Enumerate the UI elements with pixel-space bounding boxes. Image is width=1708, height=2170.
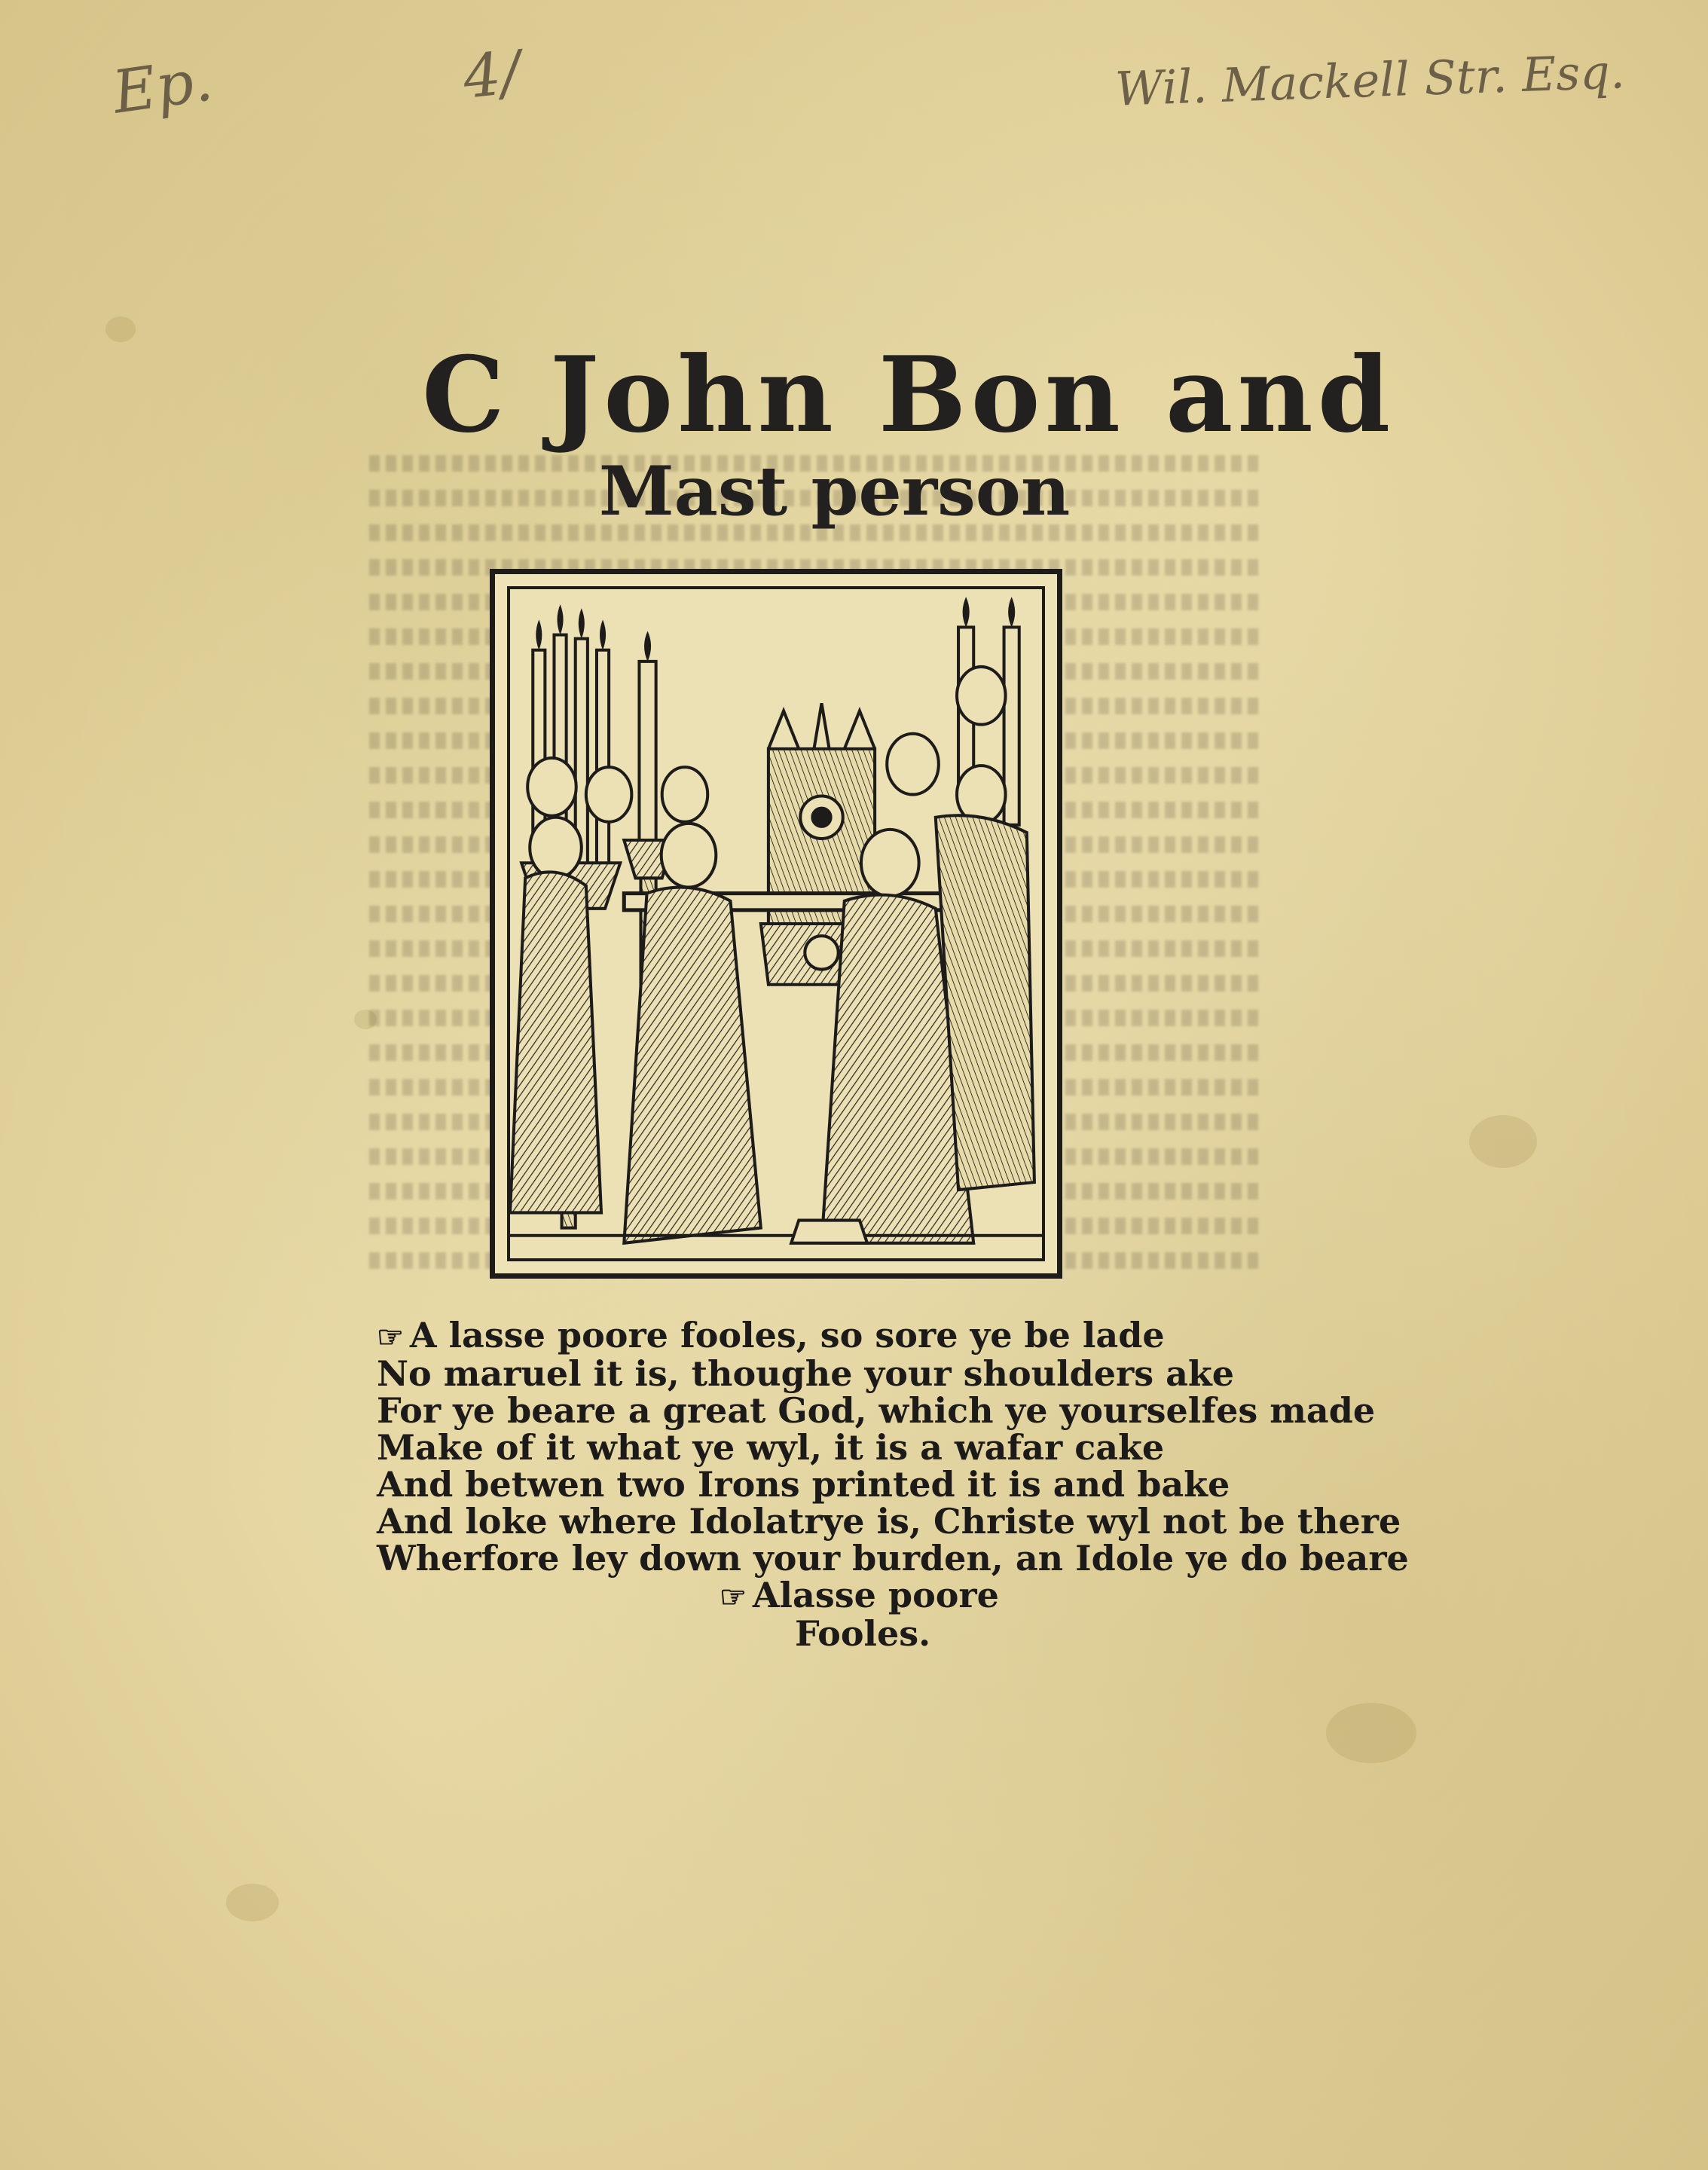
pilcrow-mark: C — [422, 333, 509, 456]
verse-line: And betwen two Irons printed it is and bake — [377, 1464, 1230, 1505]
verse-line: No maruel it is, thoughe your shoulders ake — [377, 1353, 1235, 1394]
verse-line: Make of it what ye wyl, it is a wafar cake — [377, 1427, 1165, 1468]
pointing-hand-icon: ☞ — [720, 1579, 747, 1615]
procession-woodcut — [510, 589, 1042, 1258]
paper-stain — [105, 316, 136, 342]
verse-block — [377, 1315, 1409, 1654]
title-line-2: Mast person — [599, 451, 1071, 531]
paper-stain — [1469, 1115, 1537, 1168]
verse-line: Wherfore ley down your burden, an Idole ye do beare — [377, 1538, 1409, 1579]
paper-stain — [226, 1884, 279, 1921]
verse-line: And loke where Idolatrye is, Christe wyl not be there — [377, 1501, 1401, 1542]
manuscript-number: 4/ — [460, 38, 524, 112]
manuscript-shelfmark: Ep. — [108, 46, 217, 127]
verse-line: For ye beare a great God, which ye yourselfes made — [377, 1390, 1376, 1431]
title-text: John Bon and — [549, 333, 1395, 456]
closing-line: ☞ Alasse poore — [720, 1575, 999, 1615]
title-block — [422, 333, 1395, 531]
manuscript-signature: Wil. Mackell Str. Esq. — [1114, 44, 1626, 117]
paper-stain — [1326, 1703, 1416, 1763]
verse-line: ☞ A lasse poore fooles, so sore ye be lade — [377, 1315, 1165, 1355]
woodcut-illustration — [490, 569, 1062, 1279]
pointing-hand-icon: ☞ — [377, 1319, 404, 1355]
closing-line-end: Fooles. — [795, 1613, 931, 1654]
title-line-1 — [422, 333, 1395, 456]
